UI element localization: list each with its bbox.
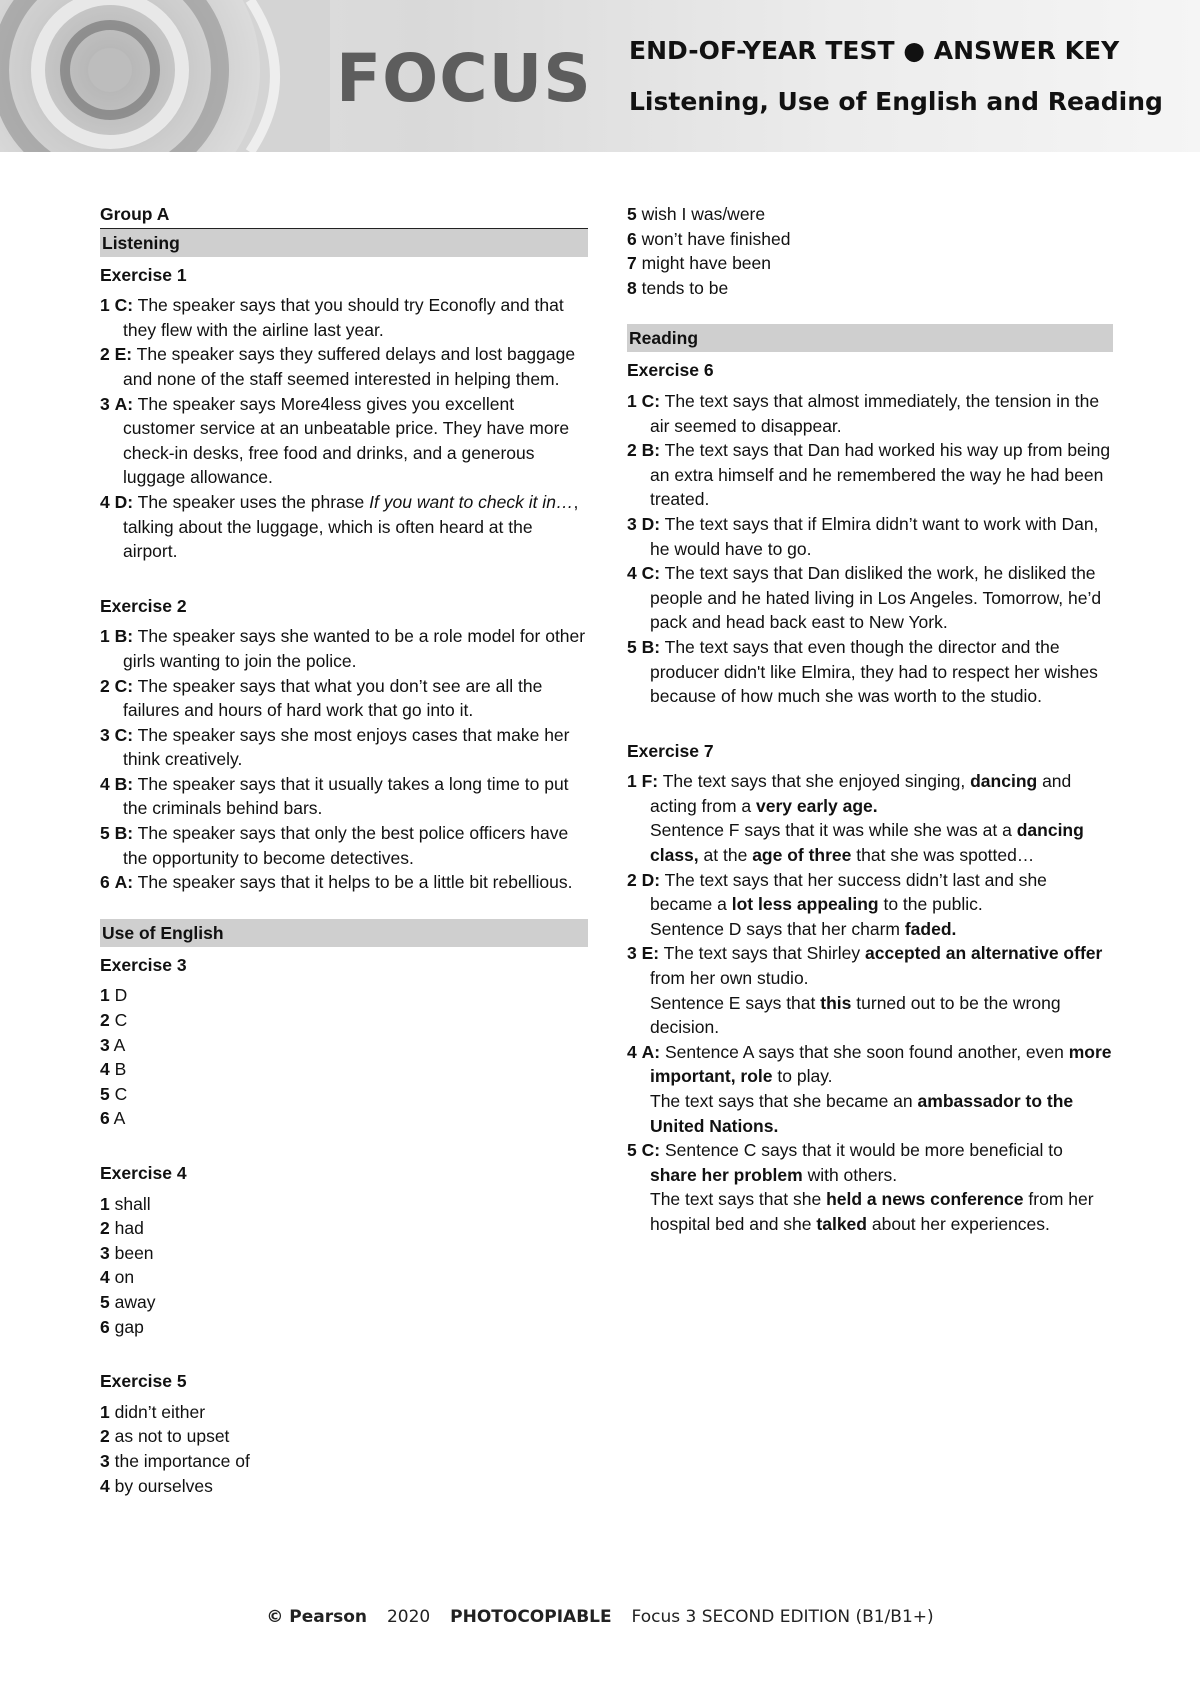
answer-item: 2 B: The text says that Dan had worked his way up from being an extra himself and he remembered the way he had been treated. [627, 440, 1111, 510]
answer-item: 5 C [100, 1083, 128, 1104]
answer-item: 6 gap [100, 1316, 144, 1337]
answer-item: 2 as not to upset [100, 1426, 230, 1447]
answer-item: 4 by ourselves [100, 1475, 213, 1496]
answer-item: 4 on [100, 1267, 135, 1288]
focus-logo: FOCUS [336, 40, 592, 117]
section-listening: Listening [100, 229, 588, 257]
answer-item: 1 D [100, 985, 128, 1006]
exercise-5-title: Exercise 5 [100, 1371, 187, 1392]
answer-item: 5 B: The speaker says that only the best police officers have the opportunity to become detectives. [100, 823, 569, 868]
decorative-swirl-graphic [0, 0, 330, 152]
answer-item: 3 C: The speaker says she most enjoys cases that make her think creatively. [100, 724, 570, 770]
section-reading: Reading [627, 324, 1113, 352]
right-column [627, 202, 1113, 1237]
answer-item: 4 A: Sentence A says that she soon found another, even more important, role to play. The text says that she became an ambassador to the United Nations. [627, 1041, 1112, 1136]
answer-item: 1 F: The text says that she enjoyed singing, dancing and acting from a very early age. Sentence F says that it was while she was at a dancing class, at the age of three that she was spotted… [627, 771, 1084, 866]
answer-item: 3 A [100, 1034, 126, 1055]
exercise-7-title: Exercise 7 [627, 740, 714, 761]
answer-item: 2 E: The speaker says they suffered delays and lost baggage and none of the staff seemed interested in helping them. [100, 344, 576, 389]
answer-item: 4 B [100, 1059, 127, 1080]
page-title: END-OF-YEAR TEST ● ANSWER KEY [629, 36, 1120, 65]
answer-item: 4 B: The speaker says that it usually takes a long time to put the criminals behind bars. [100, 773, 569, 819]
exercise-1-title: Exercise 1 [100, 264, 187, 285]
exercise-2-title: Exercise 2 [100, 595, 187, 616]
exercise-3-title: Exercise 3 [100, 954, 187, 975]
answer-item: 2 had [100, 1218, 144, 1239]
answer-item: 3 D: The text says that if Elmira didn’t want to work with Dan, he would have to go. [627, 513, 1099, 559]
answer-item: 1 C: The speaker says that you should try Econofly and that they flew with the airline last year. [100, 295, 564, 340]
product-name: Focus 3 SECOND EDITION (B1/B1+) [631, 1607, 934, 1627]
page-subtitle: Listening, Use of English and Reading [629, 87, 1163, 116]
photocopiable-label: PHOTOCOPIABLE [450, 1607, 612, 1627]
copyright-text: © Pearson [266, 1607, 368, 1627]
answer-item: 2 C: The speaker says that what you don’t see are all the failures and hours of hard work that go into it. [100, 675, 543, 721]
answer-item: 5 C: Sentence C says that it would be more beneficial to share her problem with others. The text says that she held a news conference from her hospital bed and she talked about her experiences. [627, 1140, 1094, 1234]
answer-item: 6 A [100, 1108, 126, 1129]
answer-item: 1 shall [100, 1193, 151, 1214]
page-header [0, 0, 1200, 152]
answer-item: 5 B: The text says that even though the director and the producer didn't like Elmira, they had to respect her wishes because of how much she was worth to the studio. [627, 636, 1098, 707]
answer-item: 7 might have been [627, 253, 772, 274]
answer-item: 3 E: The text says that Shirley accepted an alternative offer from her own studio. Sentence E says that this turned out to be the wrong decision. [627, 943, 1103, 1038]
answer-item: 1 B: The speaker says she wanted to be a role model for other girls wanting to join the police. [100, 626, 586, 671]
group-heading: Group A [100, 202, 588, 229]
answer-item: 1 didn’t either [100, 1401, 206, 1422]
section-use-of-english: Use of English [100, 919, 588, 947]
exercise-4-title: Exercise 4 [100, 1163, 187, 1183]
exercise-6-title: Exercise 6 [627, 360, 714, 381]
copyright-year: 2020 [386, 1607, 431, 1627]
answer-item: 5 away [100, 1291, 156, 1312]
left-column [100, 202, 588, 1498]
answer-item: 3 the importance of [100, 1450, 250, 1471]
answer-item: 4 D: The speaker uses the phrase If you want to check it in…, talking about the luggage, which is often heard at the airport. [100, 491, 579, 562]
answer-item: 5 wish I was/were [627, 204, 766, 224]
answer-item: 3 A: The speaker says More4less gives you excellent customer service at an unbeatable price. They have more check-in desks, free food and drinks, and a generous luggage allowance. [100, 393, 570, 488]
answer-item: 6 won’t have finished [627, 228, 791, 249]
answer-item: 3 been [100, 1242, 154, 1263]
answer-item: 8 tends to be [627, 277, 729, 298]
page-footer [0, 1607, 1200, 1627]
answer-item: 1 C: The text says that almost immediately, the tension in the air seemed to disappear. [627, 390, 1100, 436]
answer-item: 4 C: The text says that Dan disliked the work, he disliked the people and he hated living in Los Angeles. Tomorrow, he’d pack and head back east to New York. [627, 563, 1102, 633]
answer-item: 2 C [100, 1010, 128, 1031]
answer-item: 6 A: The speaker says that it helps to be a little bit rebellious. [100, 872, 573, 893]
answer-item: 2 D: The text says that her success didn’t last and she became a lot less appealing to the public. Sentence D says that her charm faded. [627, 869, 1047, 939]
